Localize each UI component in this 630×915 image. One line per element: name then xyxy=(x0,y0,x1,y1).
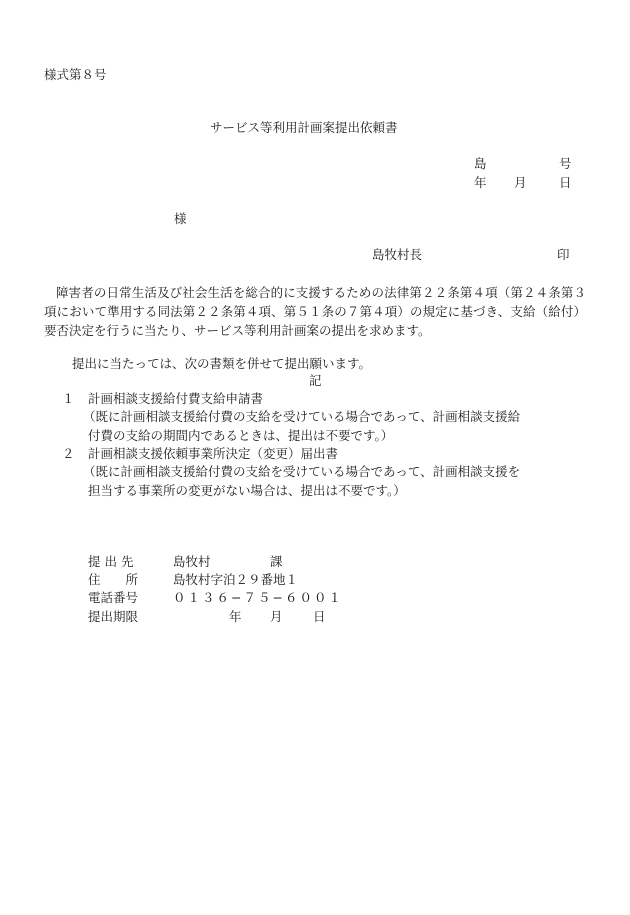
ki-heading: 記 xyxy=(309,373,322,388)
destination-suffix: 課 xyxy=(270,554,283,569)
body-paragraph: 障害者の日常生活及び社会生活を総合的に支援するための法律第２２条第４項（第２４条第３項において準用する同法第２２条第４項、第５１条の７第４項）の規定に基づき、支給（給付）要否決定を行うに当たり、サービス等利用計画案の提出を求めます。 xyxy=(44,285,586,338)
deadline-year-char: 年 xyxy=(229,609,242,624)
item-1-note-line-1: （既に計画相談支援給付費の支給を受けている場合であって、計画相談支援給 xyxy=(83,409,521,424)
item-1-title: 計画相談支援給付費支給申請書 xyxy=(88,391,264,406)
phone-label: 電話番号 xyxy=(88,590,139,605)
item-2-note-line-1: （既に計画相談支援給付費の支給を受けている場合であって、計画相談支援を xyxy=(83,464,521,479)
date-year-char: 年 xyxy=(474,175,487,190)
reference-island-char: 島 xyxy=(474,156,487,171)
date-day-char: 日 xyxy=(559,175,572,190)
item-2-title: 計画相談支援依頼事業所決定（変更）届出書 xyxy=(88,446,339,461)
addressee-suffix: 様 xyxy=(174,211,187,226)
item-1-note-line-2: 付費の支給の期間内であるときは、提出は不要です。） xyxy=(88,428,394,443)
item-1-number: １ xyxy=(62,391,75,406)
date-month-char: 月 xyxy=(514,175,527,190)
item-2-note-line-2: 担当する事業所の変更がない場合は、提出は不要です。） xyxy=(88,483,406,498)
deadline-month-char: 月 xyxy=(270,609,283,624)
destination-value: 島牧村 xyxy=(173,554,211,569)
address-value: 島牧村字泊２９番地１ xyxy=(173,572,299,587)
seal-mark: 印 xyxy=(557,247,570,262)
address-label: 住 所 xyxy=(88,572,139,587)
form-number: 様式第８号 xyxy=(44,67,107,82)
deadline-day-char: 日 xyxy=(313,609,326,624)
request-line: 提出に当たっては、次の書類を併せて提出願います。 xyxy=(72,356,372,371)
destination-label: 提 出 先 xyxy=(88,554,134,569)
deadline-label: 提出期限 xyxy=(88,609,139,624)
document-title: サービス等利用計画案提出依頼書 xyxy=(210,120,398,135)
reference-number-char: 号 xyxy=(559,156,572,171)
sender-name: 島牧村長 xyxy=(372,247,423,262)
item-2-number: ２ xyxy=(62,446,75,461)
phone-value: ０１３６−７５−６００１ xyxy=(173,590,343,605)
